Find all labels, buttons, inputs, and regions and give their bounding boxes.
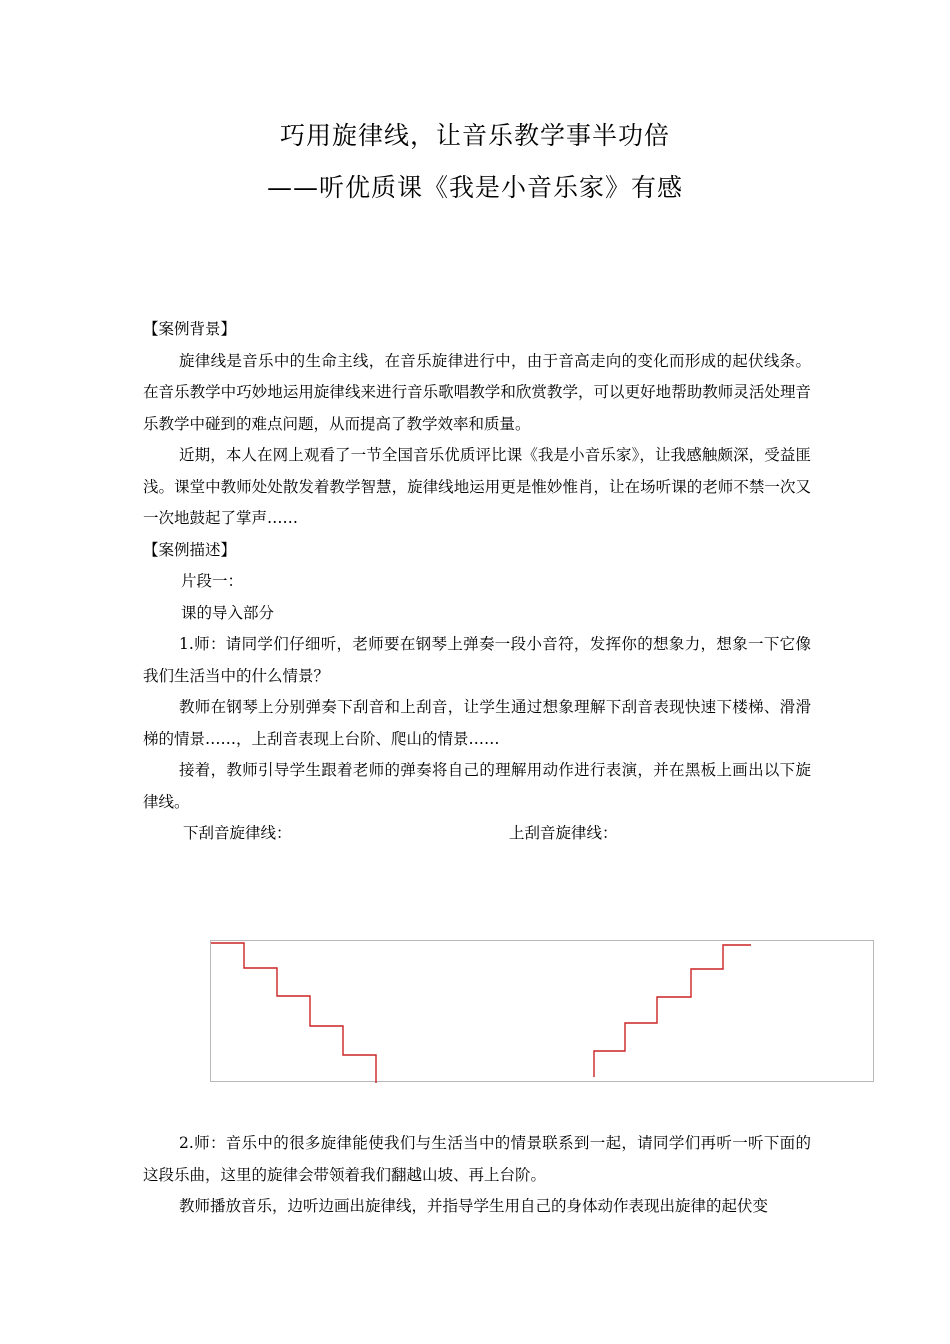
ascending-glissando-line — [594, 945, 751, 1077]
document-subtitle: ——听优质课《我是小音乐家》有感 — [266, 173, 683, 202]
paragraph-step-1-followup: 接着，教师引导学生跟着老师的弹奏将自己的理解用动作进行表演，并在黑板上画出以下旋律线。 — [143, 761, 811, 811]
paragraph-step-2-detail: 教师播放音乐，边听边画出旋律线，并指导学生用自己的身体动作表现出旋律的起伏变 — [179, 1197, 769, 1215]
section-heading-description: 【案例描述】 — [143, 540, 237, 559]
melody-line-figure — [210, 940, 874, 1082]
paragraph-step-1: 1.师：请同学们仔细听，老师要在钢琴上弹奏一段小音符，发挥你的想象力，想象一下它像我们生活当中的什么情景？ — [143, 635, 811, 685]
descending-glissando-line — [211, 943, 376, 1083]
figure-label-down: 下刮音旋律线： — [183, 824, 292, 842]
paragraph-background-1: 旋律线是音乐中的生命主线，在音乐旋律进行中，由于音高走向的变化而形成的起伏线条。在音乐教学中巧妙地运用旋律线来进行音乐歌唱教学和欣赏教学，可以更好地帮助教师灵活处理音乐教学中碰到的难点问题，从而提高了教学效率和质量。 — [143, 351, 811, 433]
paragraph-step-1-detail: 教师在钢琴上分别弹奏下刮音和上刮音，让学生通过想象理解下刮音表现快速下楼梯、滑滑梯的情景……，上刮音表现上台阶、爬山的情景…… — [143, 698, 811, 748]
document-body — [143, 314, 811, 846]
fragment-label: 片段一： — [181, 572, 244, 590]
paragraph-background-2: 近期，本人在网上观看了一节全国音乐优质评比课《我是小音乐家》，让我感触颇深，受益匪浅。课堂中教师处处散发着教学智慧，旋律线地运用更是惟妙惟肖，让在场听课的老师不禁一次又一次地鼓起了掌声…… — [143, 446, 811, 527]
document-title: 巧用旋律线，让音乐教学事半功倍 — [279, 121, 670, 150]
section-heading-background: 【案例背景】 — [143, 320, 237, 338]
melody-line-drawing — [211, 941, 875, 1083]
figure-labels — [143, 818, 811, 846]
figure-label-up: 上刮音旋律线： — [509, 824, 618, 842]
fragment-topic: 课的导入部分 — [181, 603, 275, 622]
document-body-continued — [143, 1128, 811, 1223]
paragraph-step-2: 2.师：音乐中的很多旋律能使我们与生活当中的情景联系到一起，请同学们再听一听下面的这段乐曲，这里的旋律会带领着我们翻越山坡、再上台阶。 — [143, 1134, 811, 1184]
